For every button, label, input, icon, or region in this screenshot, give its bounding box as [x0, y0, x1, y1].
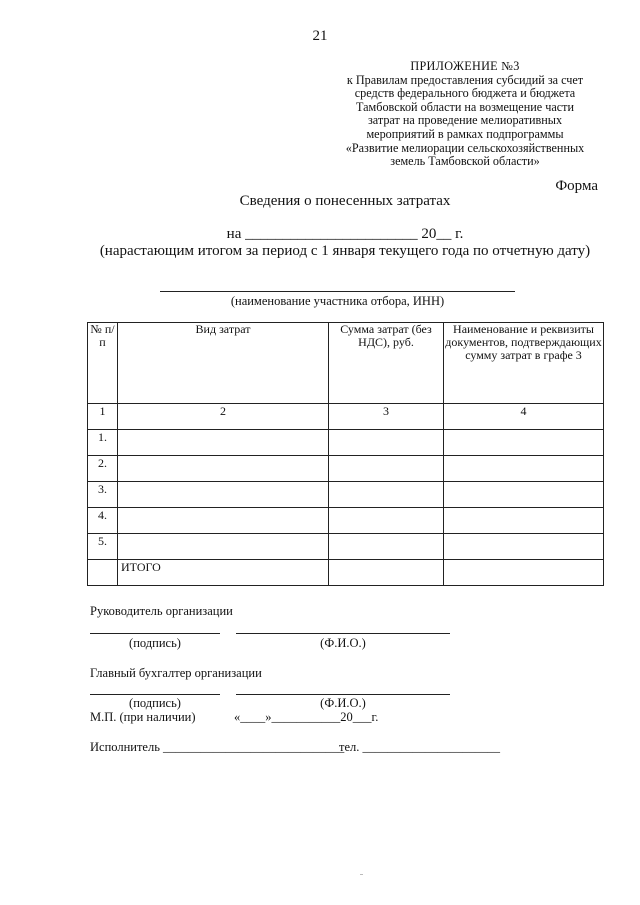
total-sum-cell[interactable] — [329, 560, 444, 586]
head-label: Руководитель организации — [90, 604, 233, 618]
document-title: Сведения о понесенных затратах — [239, 193, 451, 209]
table-row — [88, 508, 604, 534]
table-row — [88, 456, 604, 482]
row-number: 2. — [88, 456, 118, 482]
total-label: ИТОГО — [118, 560, 329, 586]
column-number: 3 — [329, 404, 444, 430]
form-label: Форма — [555, 178, 598, 194]
column-number: 1 — [88, 404, 118, 430]
row-number: 4. — [88, 508, 118, 534]
accountant-signature-line[interactable] — [90, 694, 220, 695]
header-documents: Наименование и реквизиты документов, подтверждающих сумму затрат в графе 3 — [444, 323, 604, 404]
cost-sum-cell[interactable] — [329, 456, 444, 482]
appendix-line: «Развитие мелиорации сельскохозяйственных — [345, 140, 585, 155]
head-signature-line[interactable] — [90, 633, 220, 634]
page-number: 21 — [312, 28, 328, 44]
cost-sum-cell[interactable] — [329, 430, 444, 456]
cost-type-cell[interactable] — [118, 534, 329, 560]
participant-line — [160, 291, 515, 292]
appendix-line: Тамбовской области на возмещение части — [356, 99, 574, 114]
accountant-label: Главный бухгалтер организации — [90, 666, 262, 680]
accountant-fio-line[interactable] — [236, 694, 450, 695]
cost-type-cell[interactable] — [118, 482, 329, 508]
column-number-row — [88, 404, 604, 430]
stamp-date[interactable]: «____»___________20___г. — [234, 710, 379, 724]
cost-type-cell[interactable] — [118, 508, 329, 534]
total-number-cell — [88, 560, 118, 586]
appendix-line: земель Тамбовской области» — [390, 154, 540, 169]
row-number: 5. — [88, 534, 118, 560]
period-note: (нарастающим итогом за период с 1 января текущего года по отчетную дату) — [99, 243, 591, 259]
head-fio-caption: (Ф.И.О.) — [320, 636, 366, 650]
documents-cell[interactable] — [444, 482, 604, 508]
executor-line[interactable]: Исполнитель _____________________________ — [90, 740, 345, 754]
head-signature-caption: (подпись) — [129, 636, 181, 650]
scan-speck — [360, 874, 363, 875]
row-number: 1. — [88, 430, 118, 456]
cost-sum-cell[interactable] — [329, 482, 444, 508]
row-number: 3. — [88, 482, 118, 508]
header-cost-type: Вид затрат — [118, 323, 329, 404]
appendix-line: к Правилам предоставления субсидий за счет — [346, 72, 584, 87]
cost-type-cell[interactable] — [118, 456, 329, 482]
table-row — [88, 534, 604, 560]
participant-caption: (наименование участника отбора, ИНН) — [230, 294, 445, 308]
appendix-header — [330, 60, 600, 169]
head-fio-line[interactable] — [236, 633, 450, 634]
stamp-label: М.П. (при наличии) — [90, 710, 196, 724]
appendix-line: средств федерального бюджета и бюджета — [354, 86, 576, 101]
cost-sum-cell[interactable] — [329, 508, 444, 534]
phone-line[interactable]: тел. ______________________ — [339, 740, 500, 754]
accountant-signature-caption: (подпись) — [129, 696, 181, 710]
appendix-title: ПРИЛОЖЕНИЕ №3 — [410, 59, 520, 73]
documents-cell[interactable] — [444, 508, 604, 534]
cost-type-cell[interactable] — [118, 430, 329, 456]
header-number: № п/п — [88, 323, 118, 404]
costs-table — [87, 322, 604, 586]
documents-cell[interactable] — [444, 534, 604, 560]
table-header-row — [88, 323, 604, 404]
column-number: 4 — [444, 404, 604, 430]
table-row — [88, 482, 604, 508]
accountant-fio-caption: (Ф.И.О.) — [320, 696, 366, 710]
table-row — [88, 430, 604, 456]
total-documents-cell[interactable] — [444, 560, 604, 586]
documents-cell[interactable] — [444, 456, 604, 482]
total-row — [88, 560, 604, 586]
appendix-line: затрат на проведение мелиоративных — [367, 113, 563, 128]
cost-sum-cell[interactable] — [329, 534, 444, 560]
header-cost-sum: Сумма затрат (без НДС), руб. — [329, 323, 444, 404]
documents-cell[interactable] — [444, 430, 604, 456]
column-number: 2 — [118, 404, 329, 430]
appendix-line: мероприятий в рамках подпрограммы — [366, 126, 564, 141]
date-line: на _______________________ 20__ г. — [226, 226, 464, 242]
